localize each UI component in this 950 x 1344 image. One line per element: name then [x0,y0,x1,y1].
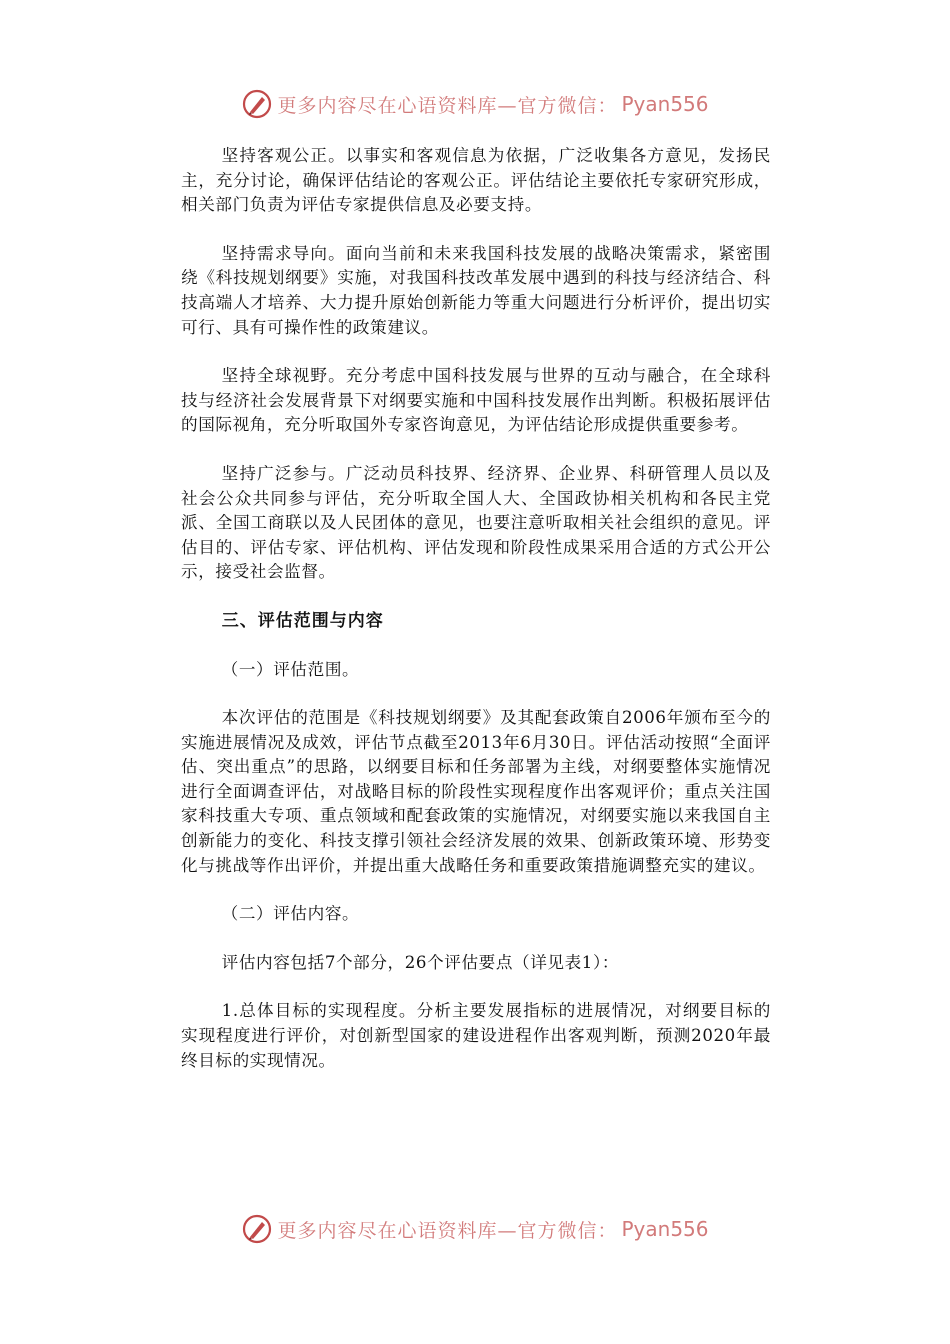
subsection-heading-content: （二）评估内容。 [221,904,360,924]
paragraph-demand-oriented: 坚持需求导向。面向当前和未来我国科技发展的战略决策需求，紧密围绕《科技规划纲要》实施，对我国科技改革发展中遇到的科技与经济结合、科技高端人才培养、大力提升原始创新能力等重大问题进行分析评价，提出切实可行、具有可操作性的政策建议。 [181,243,771,337]
subsection-heading-scope: （一）评估范围。 [221,659,360,679]
watermark-footer [0,1209,950,1249]
watermark-wechat-id: Pyan556 [621,1217,709,1241]
watermark-text: 更多内容尽在心语资料库—官方微信： [277,1219,618,1242]
pen-logo-icon [241,1213,273,1245]
pen-logo-icon [241,88,273,120]
watermark-wechat-id: Pyan556 [621,92,709,116]
watermark-header [0,84,950,124]
document-body [181,144,771,1097]
paragraph-objective-fairness: 坚持客观公正。以事实和客观信息为依据，广泛收集各方意见，发扬民主，充分讨论，确保评估结论的客观公正。评估结论主要依托专家研究形成，相关部门负责为评估专家提供信息及必要支持。 [181,146,771,215]
paragraph-item-1: 1.总体目标的实现程度。分析主要发展指标的进展情况，对纲要目标的实现程度进行评价，对创新型国家的建设进程作出客观判断，预测2020年最终目标的实现情况。 [181,1001,771,1070]
paragraph-scope: 本次评估的范围是《科技规划纲要》及其配套政策自2006年颁布至今的实施进展情况及成效，评估节点截至2013年6月30日。评估活动按照“全面评估、突出重点”的思路，以纲要目标和任务部署为主线，对纲要整体实施情况进行全面调查评估，对战略目标的阶段性实现程度作出客观评价；重点关注国家科技重大专项、重点领域和配套政策的实施情况，对纲要实施以来我国自主创新能力的变化、科技支撑引领社会经济发展的效果、创新政策环境、形势变化与挑战等作出评价，并提出重大战略任务和重要政策措施调整充实的建议。 [181,708,771,875]
paragraph-broad-participation: 坚持广泛参与。广泛动员科技界、经济界、企业界、科研管理人员以及社会公众共同参与评估，充分听取全国人大、全国政协相关机构和各民主党派、全国工商联以及人民团体的意见，也要注意听取相关社会组织的意见。评估目的、评估专家、评估机构、评估发现和阶段性成果采用合适的方式公开公示，接受社会监督。 [181,463,771,582]
paragraph-content-intro: 评估内容包括7个部分，26个评估要点（详见表1）： [221,952,620,972]
section-heading: 三、评估范围与内容 [221,610,384,631]
paragraph-global-vision: 坚持全球视野。充分考虑中国科技发展与世界的互动与融合，在全球科技与经济社会发展背景下对纲要实施和中国科技发展作出判断。积极拓展评估的国际视角，充分听取国外专家咨询意见，为评估结论形成提供重要参考。 [181,366,771,435]
watermark-text: 更多内容尽在心语资料库—官方微信： [277,94,618,117]
